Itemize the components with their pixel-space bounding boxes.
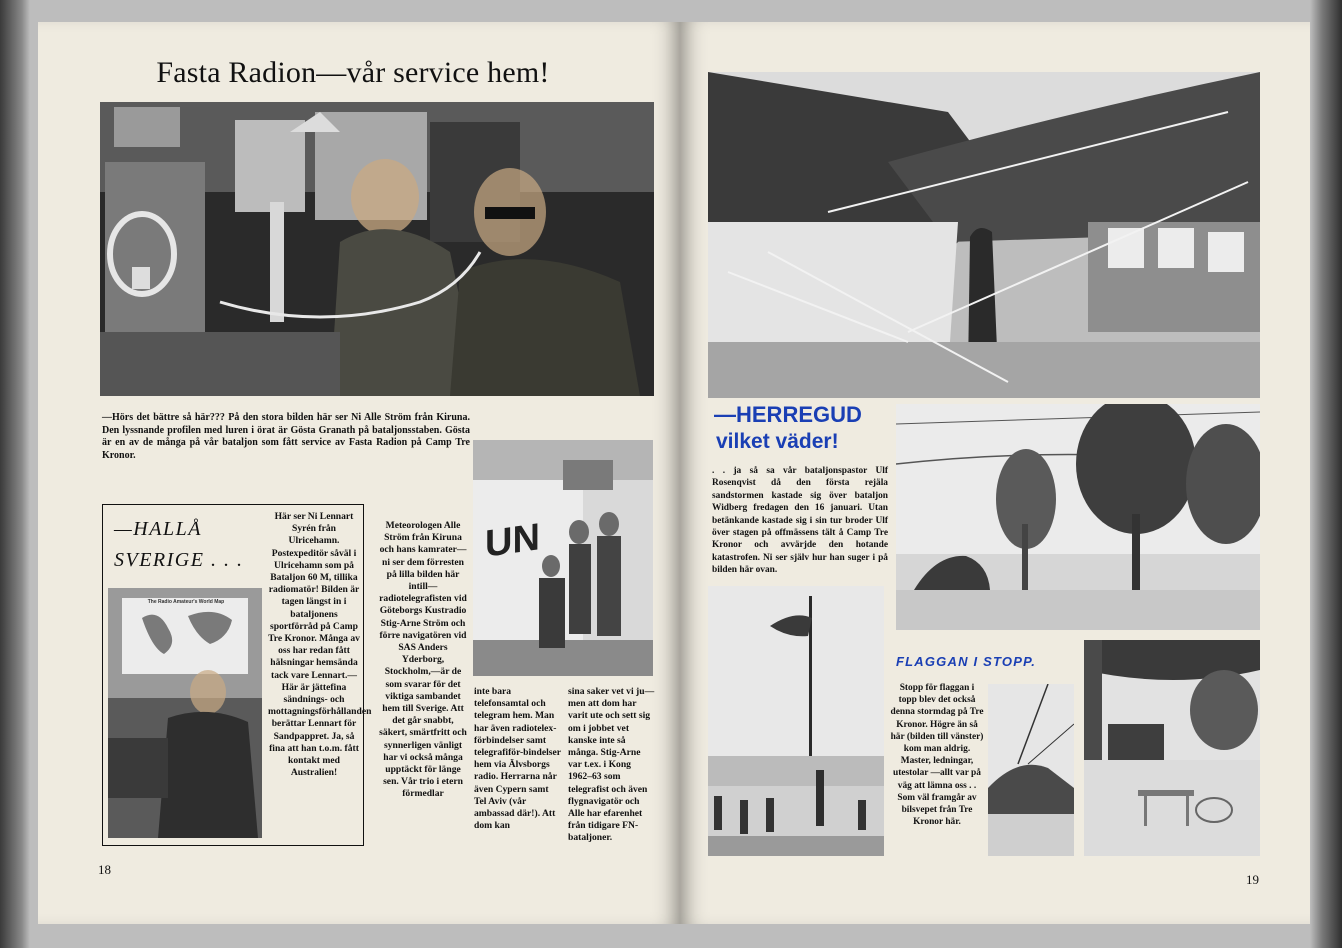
weather-headline-line2: vilket väder! <box>716 430 839 453</box>
box-text-column: Här ser Ni Lennart Syrén från Ulricehamn. Postexpeditör såväl i Ulricehamn som på Bataljon 60 M, tillika radiomatör! Bilden är tagen längst in i bataljonens sportförråd på Camp Tre Kronor. Många av oss har redan fått hälsningar hemsända tack vare Lennart.— Här är jättefina sändnings- och mottagningsförhållanden berättar Lennart för Sandpappret. Ja, så fina att han t.o.m. fått kontakt med Australien! <box>268 511 372 779</box>
flagpole-photo <box>708 586 884 856</box>
un-van-lettering: UN <box>485 516 540 566</box>
world-map-label: The Radio Amateur's World Map <box>147 599 225 605</box>
weather-caption: . . ja så sa vår bataljonspastor Ulf Rosenqvist då den första rejäla sandstormen kastade sig över bataljon Widberg fredagen den 16 januari. Utan betänkande kastade sig i sin tur broder Ulf över stagen på offmässens tält å Camp Tre Kronor och avvärjde den hotande katastrofen. Ni ser själv hur han suger i på bilden här ovan. <box>712 466 888 576</box>
meteorologen-column: Meteorologen Alle Ström från Kiruna och hans kamrater—ni ser dem förresten på lilla bilden här intill— radiotelegrafisten vid Göteborgs Kustradio Stig-Arne Ström och förre navigatören vid SAS Anders Yderborg, Stockholm,—är de som svarar för det viktiga sambandet hem till Sverige. Att det går snabbt, säkert, smärtfritt och synnerligen vänligt har vi också många upptäckt för länge sen. Vår trio i etern förmedlar <box>379 520 467 800</box>
main-photo-caption: —Hörs det bättre så här??? På den stora bilden här ser Ni Alle Ström från Kiruna. Den lyssnande profilen med luren i örat är Gösta Granath på bataljonsstaben. Gösta är en av de många på vår bataljon som fått service av Fasta Radion på Camp Tre Kronor. <box>102 412 470 461</box>
page-number-left: 18 <box>98 862 111 877</box>
stig-arne-column: sina saker vet vi ju—men att dom har varit ute och sett sig om i jobbet vet kanske inte så många. Stig-Arne var t.ex. i Kong 1962–63 som telegrafist och även flygnavigatör och Alle har efarenhet från tidigare FN-bataljoner. <box>568 686 655 844</box>
flag-headline: FLAGGAN I STOPP. <box>896 654 1037 669</box>
page-headline: Fasta Radion—vår service hem! <box>156 56 550 89</box>
radio-amateur-photo <box>108 588 262 838</box>
page-number-right: 19 <box>1246 872 1259 887</box>
camp-furniture-photo <box>1084 640 1260 856</box>
sandstorm-camp-photo <box>896 404 1260 630</box>
telefonsamtal-column: inte bara telefonsamtal och telegram hem. Man har även radiotelex-förbindelser samt telegrafiför-bindelser hem via Älvsborgs radio. Herrarna når även Cypern samt Tel Aviv (vår ambassad där!). Att dom kan <box>474 686 561 832</box>
halla-sverige-title: —HALLÅ SVERIGE . . . <box>114 518 244 571</box>
flag-caption: Stopp för flaggan i topp blev det också denna stormdag på Tre Kronor. Högre än så här (bilden till vänster) kom man aldrig. Master, ledningar, utestolar —allt var på väg att lämna oss . . Som väl framgår av bilsvepet från Tre Kronor här. <box>890 683 984 828</box>
radio-room-photo <box>100 102 654 396</box>
un-van-photo <box>473 440 653 676</box>
weather-headline-line1: —HERREGUD <box>714 402 862 427</box>
storm-tent-photo <box>708 72 1260 398</box>
antenna-mast-photo <box>988 684 1074 856</box>
